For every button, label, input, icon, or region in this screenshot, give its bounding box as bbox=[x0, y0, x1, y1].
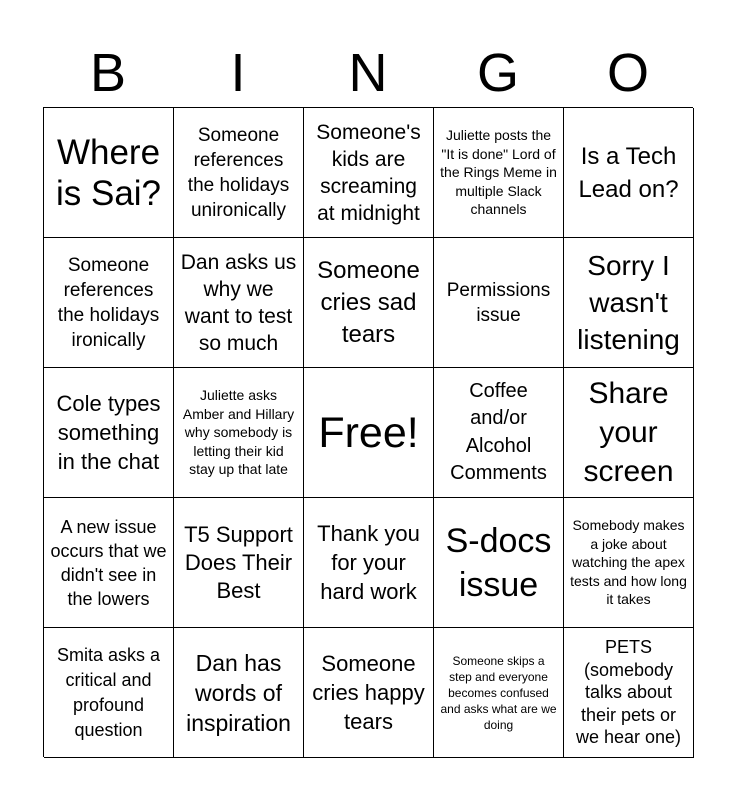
cell-text: T5 Support Does Their Best bbox=[184, 521, 293, 603]
cell-text: Sorry I wasn't listening bbox=[577, 250, 680, 355]
cell-text: Is a Tech Lead on? bbox=[578, 142, 679, 203]
bingo-cell-g3[interactable] bbox=[434, 368, 564, 498]
cell-text: Juliette asks Amber and Hillary why somebody is letting their kid stay up that late bbox=[182, 387, 295, 478]
bingo-cell-b5[interactable] bbox=[44, 628, 174, 758]
cell-text: Someone references the holidays unironically bbox=[187, 124, 290, 221]
bingo-cell-i1[interactable] bbox=[174, 108, 304, 238]
bingo-cell-g1[interactable] bbox=[434, 108, 564, 238]
cell-text: PETS (somebody talks about their pets or we hear one) bbox=[575, 637, 682, 748]
bingo-cell-o5[interactable] bbox=[564, 628, 694, 758]
cell-text: Share your screen bbox=[583, 377, 674, 488]
bingo-cell-n5[interactable] bbox=[304, 628, 434, 758]
bingo-cell-n4[interactable] bbox=[304, 498, 434, 628]
cell-text: Coffee and/or Alcohol Comments bbox=[450, 379, 547, 484]
header-letter-i: I bbox=[230, 43, 246, 103]
bingo-cell-g5[interactable] bbox=[434, 628, 564, 758]
cell-text: Where is Sai? bbox=[55, 132, 162, 213]
cell-text: Somebody makes a joke about watching the apex tests and how long it takes bbox=[570, 517, 687, 608]
bingo-cell-i4[interactable] bbox=[174, 498, 304, 628]
cell-text: A new issue occurs that we didn't see in the lowers bbox=[50, 516, 167, 609]
cell-text: Juliette posts the "It is done" Lord of the Rings Meme in multiple Slack channels bbox=[440, 127, 557, 218]
bingo-cell-o1[interactable] bbox=[564, 108, 694, 238]
cell-text: Someone cries happy tears bbox=[312, 651, 425, 734]
bingo-cell-b1[interactable] bbox=[44, 108, 174, 238]
bingo-cell-b4[interactable] bbox=[44, 498, 174, 628]
bingo-cell-i2[interactable] bbox=[174, 238, 304, 368]
cell-text: Permissions issue bbox=[446, 279, 551, 326]
bingo-cell-b3[interactable] bbox=[44, 368, 174, 498]
bingo-cell-b2[interactable] bbox=[44, 238, 174, 368]
cell-text: Someone's kids are screaming at midnight bbox=[316, 120, 421, 225]
bingo-cell-i5[interactable] bbox=[174, 628, 304, 758]
bingo-cell-o2[interactable] bbox=[564, 238, 694, 368]
bingo-grid bbox=[43, 107, 693, 757]
cell-text: Someone references the holidays ironically bbox=[57, 254, 160, 351]
header-letter-b: B bbox=[89, 43, 127, 103]
cell-text: Cole types something in the chat bbox=[56, 391, 161, 474]
bingo-cell-o4[interactable] bbox=[564, 498, 694, 628]
bingo-cell-n1[interactable] bbox=[304, 108, 434, 238]
bingo-cell-i3[interactable] bbox=[174, 368, 304, 498]
bingo-cell-g2[interactable] bbox=[434, 238, 564, 368]
cell-text: Smita asks a critical and profound question bbox=[56, 644, 161, 740]
cell-text: Someone cries sad tears bbox=[317, 256, 420, 348]
header-letter-g: G bbox=[476, 43, 519, 103]
bingo-cell-o3[interactable] bbox=[564, 368, 694, 498]
cell-text: S-docs issue bbox=[445, 521, 552, 604]
free-space-label: Free! bbox=[318, 408, 419, 457]
cell-text: Dan asks us why we want to test so much bbox=[180, 250, 297, 355]
bingo-cell-g4[interactable] bbox=[434, 498, 564, 628]
header-letter-n: N bbox=[348, 43, 388, 103]
cell-text: Dan has words of inspiration bbox=[186, 649, 291, 736]
cell-text: Someone skips a step and everyone becomes confused and asks what are we doing bbox=[440, 653, 557, 732]
cell-text: Thank you for your hard work bbox=[317, 521, 420, 604]
bingo-cell-n2[interactable] bbox=[304, 238, 434, 368]
bingo-header bbox=[43, 38, 693, 108]
header-letter-o: O bbox=[606, 43, 649, 103]
bingo-cell-n3[interactable] bbox=[304, 368, 434, 498]
